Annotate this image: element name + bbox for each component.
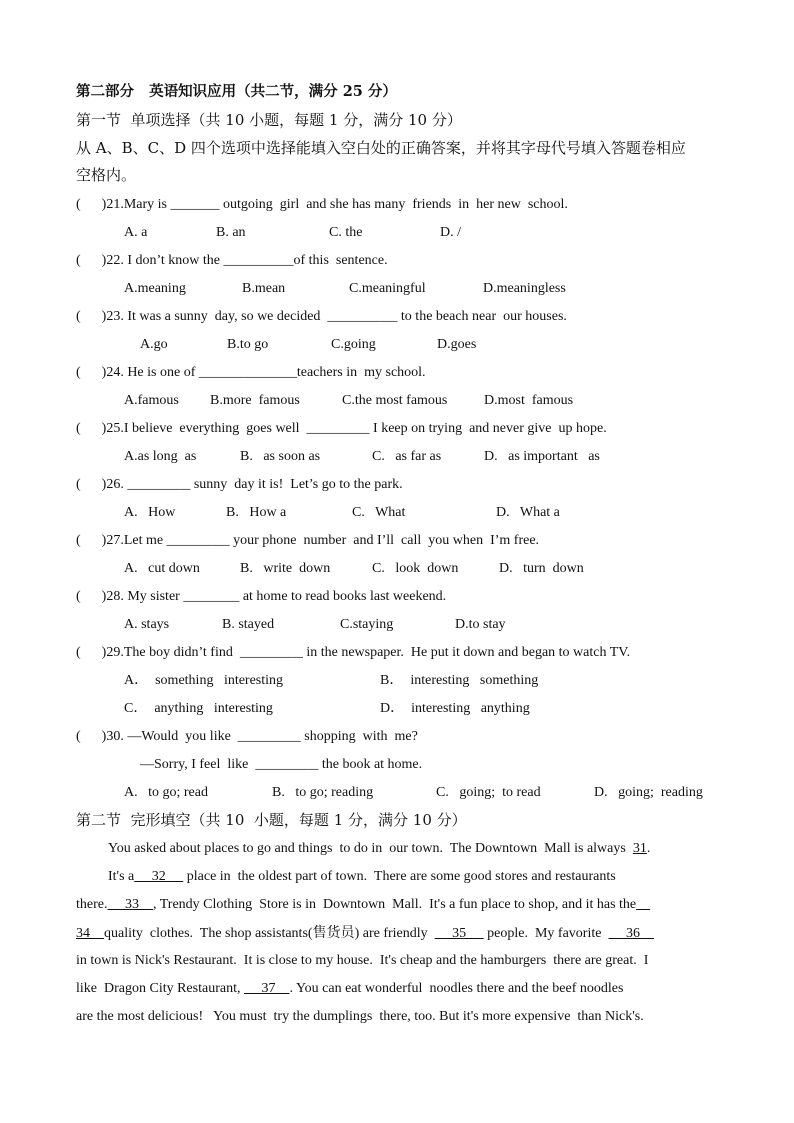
q21-option-d: D. / <box>440 225 461 240</box>
q21-option-b: B. an <box>216 225 246 240</box>
q28-option-b: B. stayed <box>222 617 275 632</box>
part-title: 第二部分 英语知识应用（共二节，满分 25 分） <box>76 83 397 100</box>
section1-title: 第一节 单项选择（共 10 小题，每题 1 分，满分 10 分） <box>76 111 462 129</box>
blank-34-start <box>636 897 650 912</box>
q29-option-b: B． interesting something <box>380 673 539 688</box>
q21-option-a: A. a <box>124 225 148 240</box>
q25-option-c: C. as far as <box>372 449 442 464</box>
cloze-text: people. My favorite <box>483 926 609 941</box>
cloze-line-2 <box>108 867 616 887</box>
cloze-text: like Dragon City Restaurant, <box>76 981 244 996</box>
question-21-stem: ( )21.Mary is _______ outgoing girl and she has many friends in her new school. <box>76 197 568 212</box>
q29-option-a: A． something interesting <box>124 673 284 688</box>
q23-option-c: C.going <box>331 337 376 352</box>
cloze-text: quality clothes. The shop assistants( <box>104 926 313 941</box>
blank-34: 34 <box>76 926 104 941</box>
q27-option-a: A. cut down <box>124 561 200 576</box>
cloze-line-7: are the most delicious! You must try the dumplings there, too. But it's more expensive than Nick's. <box>76 1009 644 1024</box>
q30-option-d: D. going; reading <box>594 785 703 800</box>
q28-option-a: A. stays <box>124 617 170 632</box>
q22-option-a: A.meaning <box>124 281 186 296</box>
blank-33: 33 <box>107 897 153 912</box>
section1-instructions-cont: 空格内。 <box>76 166 137 184</box>
q29-option-d: D． interesting anything <box>380 701 530 716</box>
blank-35: 35 <box>434 926 484 941</box>
q26-option-b: B. How a <box>226 505 287 520</box>
cloze-text: You asked about places to go and things to do in our town. The Downtown Mall is always <box>108 841 633 856</box>
q28-option-d: D.to stay <box>455 617 506 632</box>
q22-option-d: D.meaningless <box>483 281 566 296</box>
q22-option-c: C.meaningful <box>349 281 426 296</box>
cloze-text: , Trendy Clothing Store is in Downtown Mall. It's a fun place to shop, and it has the <box>152 897 637 912</box>
cloze-text: ) are friendly <box>354 926 435 941</box>
cloze-text: . You can eat wonderful noodles there and the beef noodles <box>289 981 624 996</box>
q24-option-c: C.the most famous <box>342 393 448 408</box>
section1-instructions: 从 A、B、C、D 四个选项中选择能填入空白处的正确答案，并将其字母代号填入答题卷相应 <box>76 139 686 157</box>
q30-option-c: C. going; to read <box>436 785 541 800</box>
q25-option-a: A.as long as <box>124 449 197 464</box>
q23-option-d: D.goes <box>437 337 477 352</box>
q30-option-a: A. to go; read <box>124 785 208 800</box>
q24-option-d: D.most famous <box>484 393 574 408</box>
q26-option-a: A. How <box>124 505 176 520</box>
q24-option-b: B.more famous <box>210 393 300 408</box>
q28-option-c: C.staying <box>340 617 394 632</box>
q27-option-c: C. look down <box>372 561 459 576</box>
question-29-stem: ( )29.The boy didn’t find _________ in the newspaper. He put it down and began to watch TV. <box>76 645 631 660</box>
q27-option-d: D. turn down <box>499 561 584 576</box>
section2-title: 第二节 完形填空（共 10 小题，每题 1 分，满分 10 分） <box>76 811 467 829</box>
q29-option-c: C． anything interesting <box>124 701 273 716</box>
cloze-line-4 <box>76 923 654 944</box>
blank-37: 37 <box>243 981 290 996</box>
question-28-stem: ( )28. My sister ________ at home to read books last weekend. <box>76 589 447 604</box>
q21-option-c: C. the <box>329 225 363 240</box>
cloze-line-5: in town is Nick's Restaurant. It is close to my house. It's cheap and the hamburgers there are great. I <box>76 953 649 968</box>
question-25-stem: ( )25.I believe everything goes well _________ I keep on trying and never give up hope. <box>76 421 607 436</box>
cloze-text: there. <box>76 897 108 912</box>
cloze-text-end: . <box>646 841 651 856</box>
q25-option-d: D. as important as <box>484 449 600 464</box>
q22-option-b: B.mean <box>242 281 286 296</box>
q26-option-d: D. What a <box>496 505 560 520</box>
cloze-line-3 <box>76 895 650 915</box>
cloze-text: It's a <box>108 869 135 884</box>
q23-option-a: A.go <box>140 337 168 352</box>
blank-31: 31 <box>632 841 647 856</box>
blank-32: 32 <box>134 869 184 884</box>
q25-option-b: B. as soon as <box>240 449 321 464</box>
q30-option-b: B. to go; reading <box>272 785 374 800</box>
blank-36: 36 <box>608 926 654 941</box>
q23-option-b: B.to go <box>227 337 269 352</box>
q26-option-c: C. What <box>352 505 406 520</box>
question-22-stem: ( )22. I don’t know the __________of this sentence. <box>76 253 388 268</box>
question-23-stem: ( )23. It was a sunny day, so we decided __________ to the beach near our houses. <box>76 309 567 324</box>
question-26-stem: ( )26. _________ sunny day it is! Let’s go to the park. <box>76 477 403 492</box>
question-30-stem-reply: —Sorry, I feel like _________ the book at home. <box>140 757 423 772</box>
cloze-text-chinese: 售货员 <box>312 925 355 941</box>
q24-option-a: A.famous <box>124 393 179 408</box>
q27-option-b: B. write down <box>240 561 331 576</box>
cloze-text: place in the oldest part of town. There are some good stores and restaurants <box>183 869 616 884</box>
cloze-line-1 <box>108 839 650 859</box>
question-24-stem: ( )24. He is one of ______________teachers in my school. <box>76 365 426 380</box>
question-27-stem: ( )27.Let me _________ your phone number and I’ll call you when I’m free. <box>76 533 540 548</box>
question-30-stem: ( )30. —Would you like _________ shopping with me? <box>76 729 418 744</box>
cloze-line-6 <box>76 979 623 999</box>
